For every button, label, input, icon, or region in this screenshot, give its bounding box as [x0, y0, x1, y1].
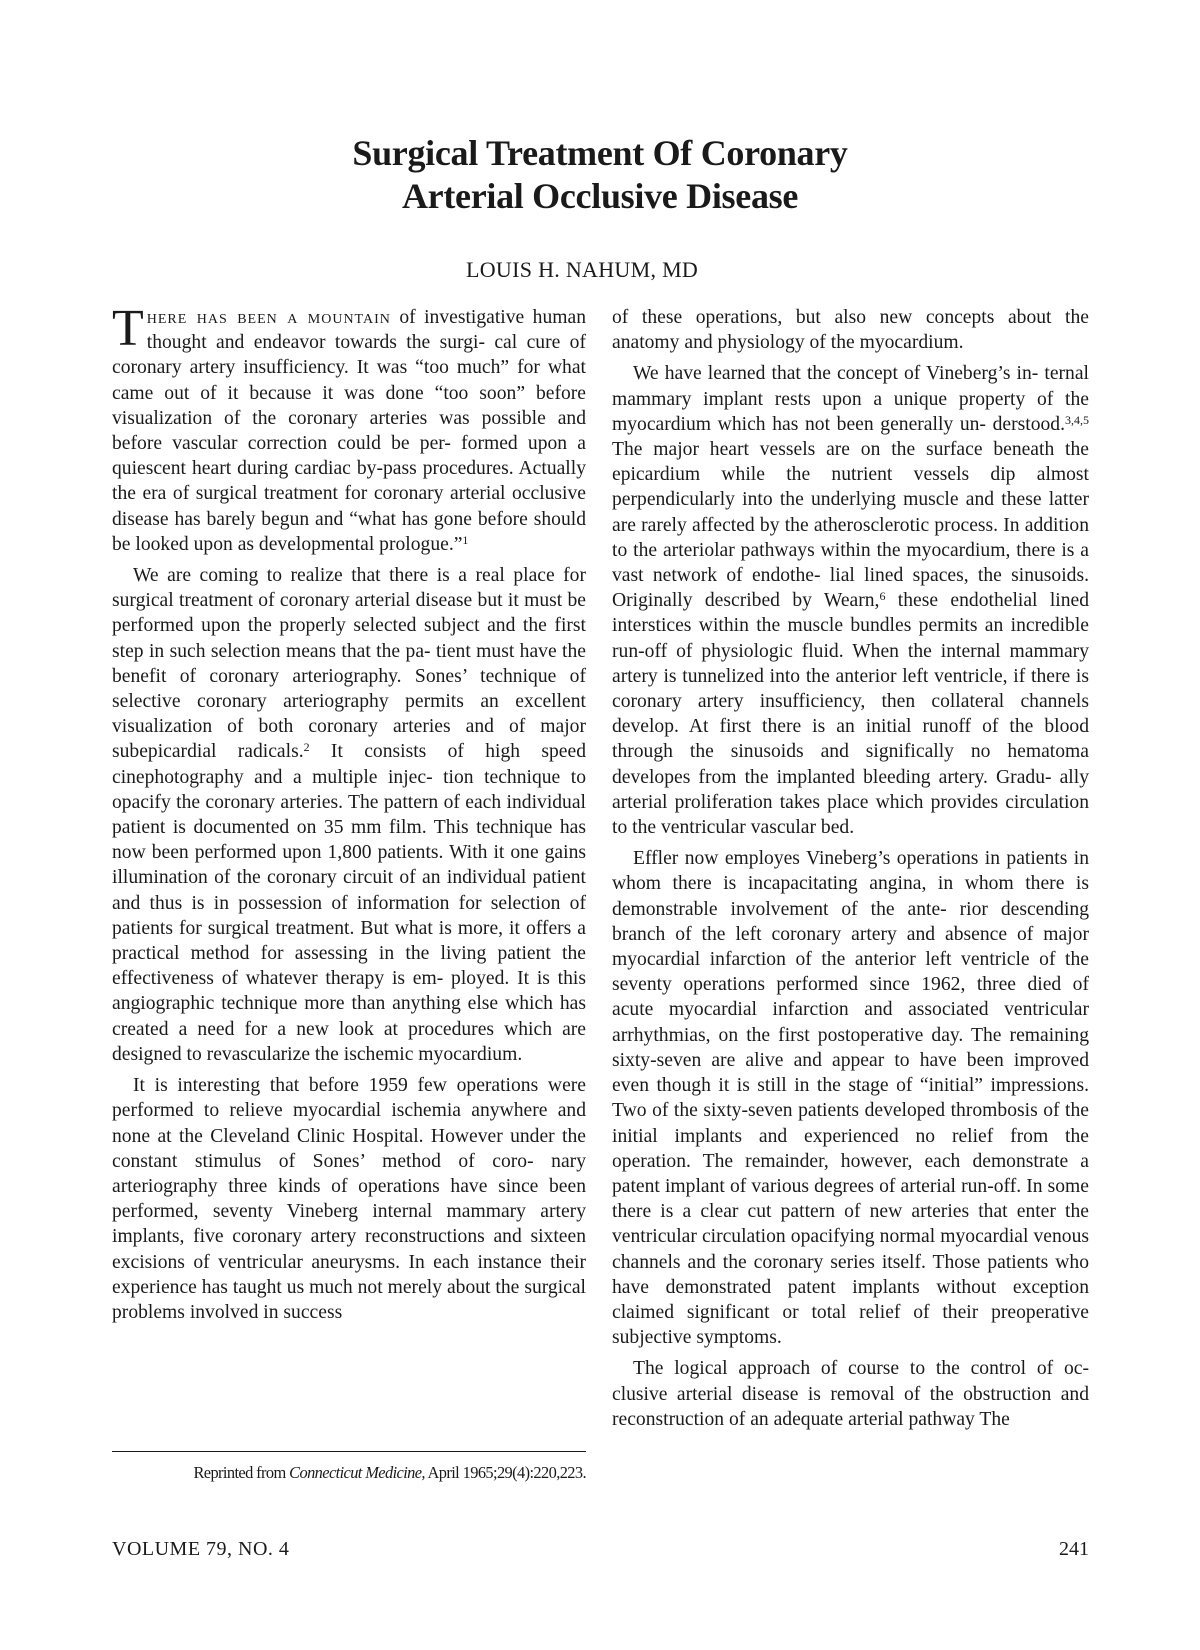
- left-paragraph-1: [112, 300, 586, 557]
- left-paragraph-3: It is interesting that before 1959 few operations were performed to relieve myocardial ischemia anywhere and none at the Cleveland Clinic Hospital. However under the constant stimulus of Sones’ method of coro- nary arteriography three kinds of operations have since been performed, seventy Vineberg internal mammary artery implants, five coronary artery reconstructions and sixteen excisions of ventricular aneurysms. In each instance their experience has taught us much not merely about the surgical problems involved in success: [112, 1075, 586, 1323]
- left-column: [112, 300, 586, 1331]
- article-author: LOUIS H. NAHUM, MD: [466, 257, 699, 282]
- left-paragraph-2-text-continued: It consists of high speed cinephotography and a multiple injec- tion technique to opacify the coronary arteries. The pattern of each individual patient is documented on 35 mm film. This technique has now been performed upon 1,800 patients. With it one gains illumination of the coronary circuit of an individual patient and thus is in possession of information for selection of patients for surgical treatment. But what is more, it offers a practical method for assessing in the living patient the effectiveness of whatever therapy is em- ployed. It is this angiographic technique more than anything else which has created a need for a new look at procedures which are designed to revascularize the ischemic myocardium.: [112, 741, 586, 1065]
- left-paragraph-2: [112, 563, 586, 1067]
- right-paragraph-2-text-end: these endothelial lined interstices within the muscle bundles permits an incredible run-off of physiologic fluid. When the internal mammary artery is tunnelized into the anterior left ventricle, if there is coronary artery insufficiency, then collateral channels develop. At first there is an initial runoff of the blood through the sinusoids and significally no hematoma developes from the implanted bleeding artery. Gradu- ally arterial proliferation takes place which provides circulation to the ventricular vascular bed.: [612, 590, 1089, 839]
- right-paragraph-2-text: We have learned that the concept of Vineberg’s in- ternal mammary implant rests upon a unique property of the myocardium which has not been generally un- derstood.: [612, 363, 1089, 435]
- right-column: [612, 305, 1089, 1438]
- article-title-line-2: Arterial Occlusive Disease: [401, 176, 799, 216]
- right-paragraph-3: Effler now employes Vineberg’s operations in patients in whom there is incapacitating angina, in whom there is demonstrable involvement of the ante- rior descending branch of the left coronary artery and absence of major myocardial infarction of the anterior left ventricle of the seventy operations performed since 1962, three died of acute myocardial infarction and associated ventricular arrhythmias, on the first postoperative day. The remaining sixty-seven are alive and appear to have been improved even though it is still in the stage of “initial” impressions. Two of the sixty-seven patients developed thrombosis of the initial implants and experienced no relief from the operation. The remainder, however, each demonstrate a patent implant of various degrees of arterial run-off. In some there is a clear cut pattern of new arteries that enter the ventricular circulation opacifying normal myocardial venous channels and the coronary series itself. Those patients who have demonstrated patent implants without exception claimed significant or total relief of their preoperative subjective symptoms.: [612, 848, 1089, 1349]
- opening-small-caps: here has been a mountain: [146, 307, 391, 328]
- journal-volume: VOLUME 79, NO. 4: [112, 1538, 290, 1560]
- footnote-journal: Connecticut Medicine,: [289, 1463, 425, 1482]
- footnote-prefix: Reprinted from: [193, 1463, 290, 1482]
- drop-cap: T: [112, 300, 144, 357]
- article-title-line-1: Surgical Treatment Of Coronary: [352, 133, 848, 173]
- reprint-footnote: [112, 1462, 586, 1484]
- right-paragraph-2: [612, 361, 1089, 840]
- reference-marker: 1: [462, 532, 469, 547]
- reference-marker: 6: [879, 589, 886, 604]
- footnote-citation: April 1965;29(4):220,223.: [424, 1463, 586, 1482]
- right-paragraph-1: of these operations, but also new concepts about the anatomy and physiology of the myocardium.: [612, 307, 1089, 354]
- page-number: 241: [1059, 1538, 1089, 1560]
- left-paragraph-2-text: We are coming to realize that there is a real place for surgical treatment of coronary arterial disease but it must be performed upon the properly selected subject and the first step in such selection means that the pa- tient must have the benefit of coronary arteriography. Sones’ technique of selective coronary arteriography permits an excellent visualization of both coronary arteries and of major subepicardial radicals.: [112, 565, 586, 763]
- right-paragraph-2-text-continued: The major heart vessels are on the surface beneath the epicardium while the nutrient vessels dip almost perpendicularly into the underlying muscle and these latter are rarely affected by the atherosclerotic process. In addition to the arteriolar pathways within the myocardium, there is a vast network of endothe- lial lined spaces, the sinusoids. Originally described by Wearn,: [612, 439, 1089, 612]
- reference-marker: 2: [303, 740, 310, 755]
- reference-marker: 3,4,5: [1065, 412, 1089, 427]
- footnote-rule: [112, 1451, 586, 1452]
- article-title: [0, 132, 1200, 218]
- left-paragraph-1-text: of investigative human thought and endeavor towards the surgi- cal cure of coronary artery insufficiency. It was “too much” for what came out of it because it was done “too soon” before visualization of the coronary arteries was possible and before vascular correction could be per- formed upon a quiescent heart during cardiac by-pass procedures. Actually the era of surgical treatment for coronary arterial occlusive disease has barely begun and “what has gone before should be looked upon as developmental prologue.”: [112, 307, 586, 555]
- right-paragraph-4: The logical approach of course to the control of oc- clusive arterial disease is removal of the obstruction and reconstruction of an adequate arterial pathway The: [612, 1358, 1089, 1430]
